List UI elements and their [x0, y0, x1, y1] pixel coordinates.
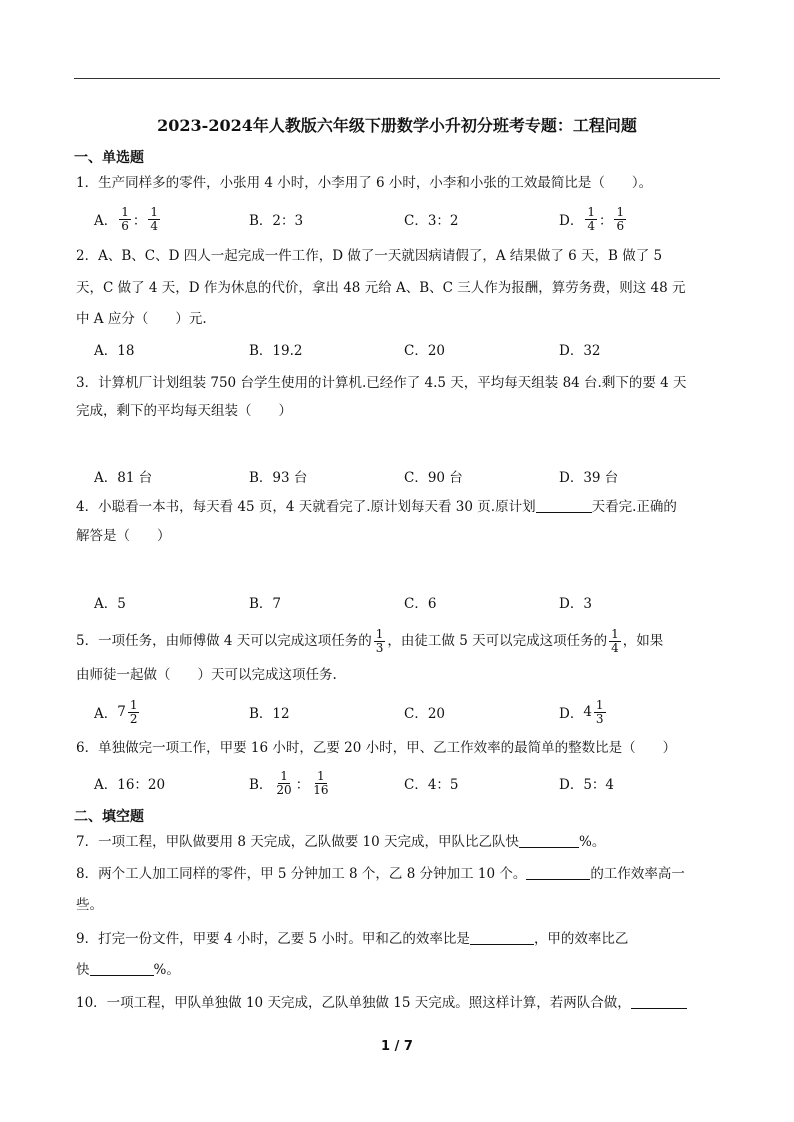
option-d: D．5：4 [559, 777, 615, 793]
question-5-options [94, 697, 720, 727]
question-8-line-2: 些。 [76, 897, 103, 913]
option-a: A．81 台 [94, 470, 153, 486]
question-9-line-2: 快 %。 [76, 962, 180, 978]
option-d: D．39 台 [559, 470, 619, 486]
option-d: D． 4 $\frac{1}{3}$ [559, 697, 604, 726]
answer-blank[interactable] [631, 994, 687, 1009]
question-6-options [94, 768, 720, 798]
page-number: 1 / 7 [381, 1039, 413, 1054]
answer-blank[interactable] [526, 865, 590, 880]
answer-blank[interactable] [470, 930, 534, 945]
option-c: C．90 台 [404, 470, 463, 486]
question-5-line-1: 5．一项任务，由师傅做 4 天可以完成这项任务的 $\frac{1}{3}$ ，由徒工做 5 天可以完成这项任务的 $\frac{1}{4}$ ，如果 [76, 627, 664, 655]
question-1-options [94, 204, 720, 234]
question-3-line-2: 完成，剩下的平均每天组装（ ） [76, 403, 292, 419]
question-2-line-1: 2．A、B、C、D 四人一起完成一件工作，D 做了一天就因病请假了，A 结果做了 6 天，B 做了 5 [76, 248, 663, 264]
section-heading-fill-in: 二、填空题 [74, 809, 144, 825]
answer-blank[interactable] [536, 498, 592, 513]
option-c: C．3：2 [404, 213, 459, 229]
question-3-line-1: 3．计算机厂计划组装 750 台学生使用的计算机.已经作了 4.5 天，平均每天组装 84 台.剩下的要 4 天 [76, 375, 687, 391]
fraction: $\frac{1}{4}$ [587, 204, 595, 233]
page-title: 2023-2024年人教版六年级下册数学小升初分班考专题：工程问题 [157, 116, 637, 135]
question-6-text: 6．单独做完一项工作，甲要 16 小时，乙要 20 小时，甲、乙工作效率的最简单的整数比是（ ） [76, 740, 677, 756]
fraction: $\frac{1}{3}$ [375, 627, 384, 655]
section-heading-single-choice: 一、单选题 [74, 150, 144, 166]
option-a: A． 7 $\frac{1}{2}$ [94, 697, 138, 726]
option-c: C．4：5 [404, 777, 459, 793]
question-4-line-1: 4．小聪看一本书，每天看 45 页，4 天就看完了.原计划每天看 30 页.原计划 天看完.正确的 [76, 499, 677, 515]
option-a: A．5 [94, 596, 126, 612]
option-b: B．2：3 [249, 213, 304, 229]
option-d: D． $\frac{1}{4}$ ： $\frac{1}{6}$ [559, 204, 625, 233]
option-a: A．18 [94, 343, 135, 359]
option-d: D．3 [559, 596, 592, 612]
question-5-line-2: 由师徒一起做（ ）天可以完成这项任务. [76, 667, 337, 683]
fraction: $\frac{1}{20}$ [276, 768, 292, 797]
option-c: C．20 [404, 343, 446, 359]
answer-blank[interactable] [519, 833, 579, 848]
question-8-line-1: 8．两个工人加工同样的零件，甲 5 分钟加工 8 个，乙 8 分钟加工 10 个。 的工作效率高一 [76, 866, 685, 882]
question-2-line-2: 天，C 做了 4 天，D 作为休息的代价，拿出 48 元给 A、B、C 三人作为报酬，算劳务费，则这 48 元 [76, 280, 686, 296]
fraction: $\frac{1}{4}$ [611, 627, 619, 655]
option-c: C．6 [404, 596, 437, 612]
fraction: $\frac{1}{2}$ [129, 697, 138, 726]
option-b: B．7 [249, 596, 282, 612]
option-a: A．16：20 [94, 777, 166, 793]
option-c: C．20 [404, 706, 446, 722]
question-9-line-1: 9．打完一份文件，甲要 4 小时，乙要 5 小时。甲和乙的效率比是 ，甲的效率比乙 [76, 931, 629, 947]
fraction: $\frac{1}{3}$ [595, 697, 604, 726]
question-3-options [94, 461, 720, 491]
option-b: B．12 [249, 706, 290, 722]
question-4-line-2: 解答是（ ） [76, 528, 171, 544]
fraction: $\frac{1}{16}$ [313, 768, 329, 797]
question-1-text: 1．生产同样多的零件，小张用 4 小时，小李用了 6 小时，小李和小张的工效最简比是（ ）。 [76, 175, 653, 191]
question-7-text: 7．一项工程，甲队做要用 8 天完成，乙队做要 10 天完成，甲队比乙队快 %。 [76, 834, 606, 850]
fraction: $\frac{1}{6}$ [121, 204, 129, 233]
fraction: $\frac{1}{6}$ [616, 204, 625, 233]
question-2-line-3: 中 A 应分（ ）元. [76, 311, 207, 327]
option-a: A． $\frac{1}{6}$ ： $\frac{1}{4}$ [94, 204, 159, 233]
option-d: D．32 [559, 343, 601, 359]
option-b: B． $\frac{1}{20}$ ： $\frac{1}{16}$ [249, 768, 329, 797]
option-b: B．19.2 [249, 343, 303, 359]
question-2-options [94, 334, 720, 364]
answer-blank[interactable] [90, 961, 154, 976]
header-rule [74, 78, 720, 79]
question-4-options [94, 587, 720, 617]
question-10-text: 10．一项工程，甲队单独做 10 天完成，乙队单独做 15 天完成。照这样计算，若两队合做， [76, 993, 720, 1013]
option-b: B．93 台 [249, 470, 308, 486]
fraction: $\frac{1}{4}$ [150, 204, 159, 233]
